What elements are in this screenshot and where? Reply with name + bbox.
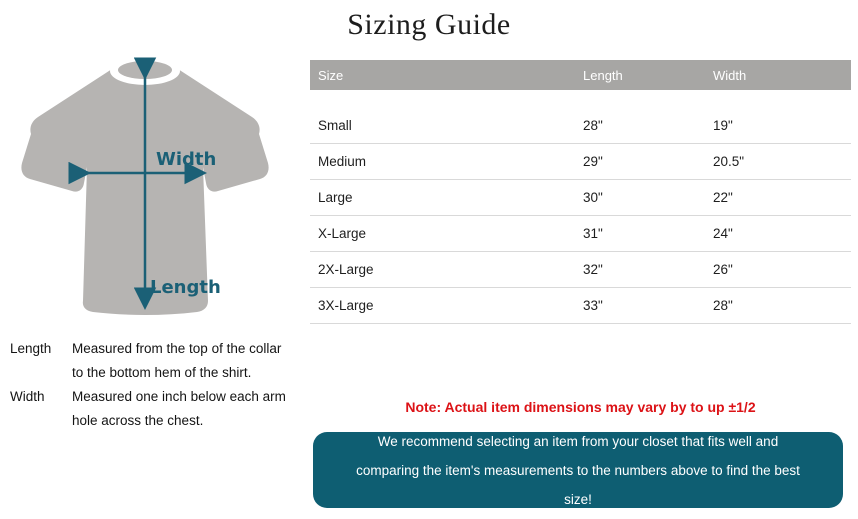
table-body — [310, 108, 851, 324]
cell-size: Small — [318, 118, 352, 133]
length-arrow-label: Length — [150, 277, 221, 298]
table-row-small — [310, 108, 851, 144]
definition-length-term: Length — [10, 341, 52, 356]
table-row-medium — [310, 144, 851, 180]
table-row-3x-large — [310, 288, 851, 324]
definition-width — [10, 385, 302, 433]
cell-width: 22" — [713, 190, 733, 205]
table-row-2x-large — [310, 252, 851, 288]
variance-note: Note: Actual item dimensions may vary by to up ±1/2 — [405, 399, 756, 415]
table-row-large — [310, 180, 851, 216]
tshirt-icon — [20, 55, 270, 320]
column-header-length: Length — [583, 67, 623, 83]
cell-width: 24" — [713, 226, 733, 241]
cell-size: Medium — [318, 154, 367, 169]
cell-length: 31" — [583, 226, 603, 241]
column-header-size: Size — [318, 67, 344, 83]
cell-size: Large — [318, 190, 353, 205]
cell-width: 20.5" — [713, 154, 745, 169]
measurement-definitions — [10, 337, 302, 433]
page-title: Sizing Guide — [347, 8, 511, 41]
definition-length-description: Measured from the top of the collar to the bottom hem of the shirt. — [72, 341, 282, 380]
recommendation-box — [313, 432, 843, 508]
cell-length: 33" — [583, 298, 603, 313]
recommendation-text: We recommend selecting an item from your closet that fits well and comparing the item's measurements to the numbers above to find the best size! — [356, 433, 800, 507]
cell-width: 28" — [713, 298, 733, 313]
size-table — [310, 60, 851, 324]
width-arrow-label: Width — [156, 149, 217, 170]
cell-width: 26" — [713, 262, 733, 277]
cell-size: 2X-Large — [318, 262, 374, 277]
cell-size: 3X-Large — [318, 298, 374, 313]
cell-length: 30" — [583, 190, 603, 205]
cell-length: 32" — [583, 262, 603, 277]
tshirt-measurement-diagram — [20, 55, 270, 320]
cell-width: 19" — [713, 118, 733, 133]
cell-size: X-Large — [318, 226, 367, 241]
definition-length — [10, 337, 302, 385]
cell-length: 29" — [583, 154, 603, 169]
definition-width-term: Width — [10, 389, 45, 404]
table-header-row — [310, 60, 851, 90]
table-row-x-large — [310, 216, 851, 252]
definition-width-description: Measured one inch below each arm hole across the chest. — [72, 389, 286, 428]
column-header-width: Width — [713, 67, 747, 83]
cell-length: 28" — [583, 118, 603, 133]
